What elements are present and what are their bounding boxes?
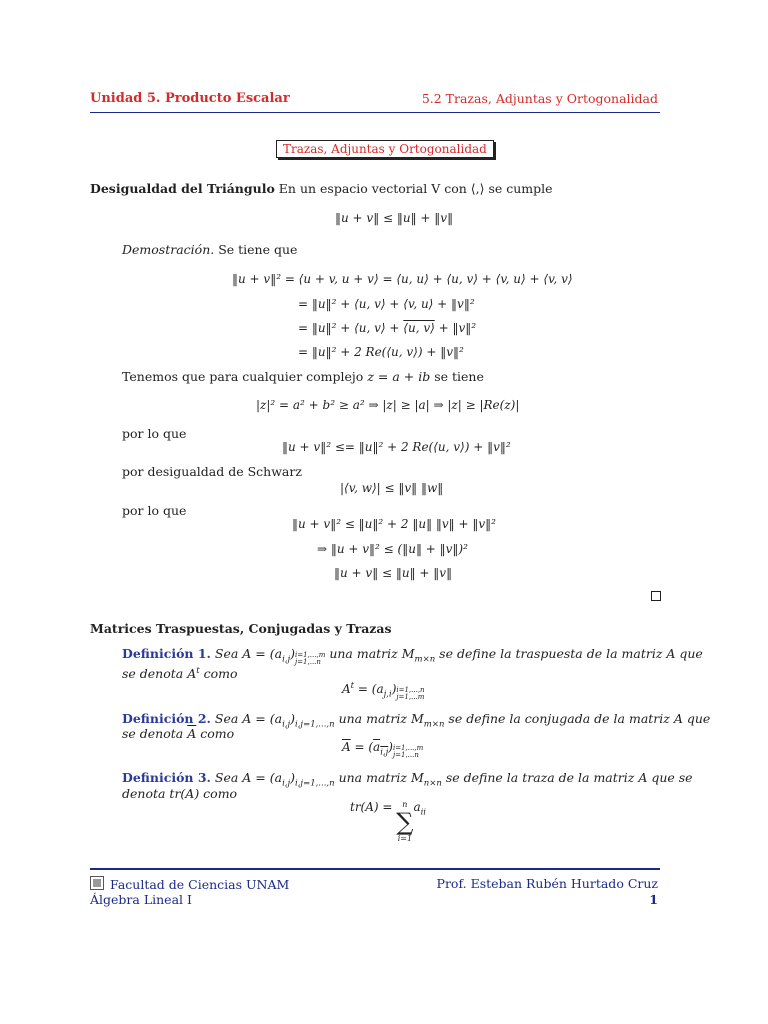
complex-text-2: se tiene <box>434 369 484 384</box>
def-2-line2: se denota <box>122 726 184 741</box>
triangle-main-eq: ‖u + v‖ ≤ ‖u‖ + ‖v‖ <box>335 211 454 225</box>
triangle-intro-line <box>90 181 553 196</box>
def-1-line2: se denota A <box>122 666 197 682</box>
def-2-formula-idx2: j=1,...n <box>392 751 419 759</box>
def-2-line-2 <box>122 726 234 741</box>
por-lo-que-2: por lo que <box>122 503 187 518</box>
complex-eq: |z|² = a² + b² ≥ a² ⇒ |z| ≥ |a| ⇒ |z| ≥ |Re(z)| <box>256 398 520 412</box>
proof-chain-line-4: = ‖u‖² + 2 Re(⟨u, v⟩) + ‖v‖² <box>298 345 464 359</box>
def-1-formula-sub: j,i <box>383 689 392 700</box>
complex-z: z = a + ib <box>367 369 431 384</box>
def-3-sea: Sea A = (a <box>214 770 283 785</box>
def-2-line2A: $\overline{A}$ <box>187 726 197 741</box>
header-unit-title: Unidad 5. Producto Escalar <box>90 91 290 106</box>
proof-intro-line <box>122 242 297 257</box>
footer-rule <box>90 868 660 870</box>
def-1-formula: $A^t = (a_{j,i})_{i=1,...,n j=1,...m}$ <box>342 681 425 701</box>
def-2-formula: $\overline{A} = (a_{i,j})_{i=1,...,m j=1,...n}$ <box>342 740 424 759</box>
triangle-heading: Desigualdad del Triángulo <box>90 181 275 196</box>
def-3-formula <box>350 800 426 844</box>
proof-intro: Se tiene que <box>218 242 298 257</box>
def-1-label: Definición 1. <box>122 646 211 661</box>
chain-3-end: + ‖v‖² <box>434 321 477 335</box>
def-2-text3: se define la conjugada de la matriz A que <box>448 711 711 726</box>
por-lo-que-1: por lo que <box>122 426 187 441</box>
def-2-formula-mid: = ( <box>350 740 374 754</box>
def-2-msub: m×n <box>423 719 445 730</box>
def-3-msub: n×n <box>423 778 442 789</box>
def-1-sub: i,j <box>282 654 291 665</box>
def-3-line-1: Definición 3. Sea $A = (a_{i,j})_{i,j=1,...,n}$ una matriz $M_{n\times n}$ se define la traza de la matriz A que se <box>122 770 693 789</box>
def-2-sub-close: ) <box>290 711 296 726</box>
header-section-title: 5.2 Trazas, Adjuntas y Ortogonalidad <box>421 91 658 106</box>
def-3-term-sub: ii <box>420 807 427 818</box>
def-3-sum-top: n <box>402 800 408 809</box>
def-2-formula-a: a <box>373 740 381 754</box>
footer-page-number: 1 <box>649 892 658 907</box>
def-1-formula-sup: t <box>350 681 355 691</box>
def-1-idx2: j=1,...n <box>295 658 321 666</box>
def-1-formula-mid: = (a <box>354 682 384 696</box>
def-1-formula-idx1: i=1,...,n <box>396 686 425 694</box>
def-2-label: Definición 2. <box>122 711 211 726</box>
schwarz-text: por desigualdad de Schwarz <box>122 464 302 479</box>
eq-after-por-lo-que: ‖u + v‖² ≤= ‖u‖² + 2 Re(⟨u, v⟩) + ‖v‖² <box>282 440 511 454</box>
sigma-icon: ∑ <box>396 808 414 836</box>
footer-professor: Prof. Esteban Rubén Hurtado Cruz <box>436 876 658 891</box>
final-line-2: ⇒ ‖u + v‖² ≤ (‖u‖ + ‖v‖)² <box>317 542 468 556</box>
def-3-formula-lhs: tr(A) = <box>350 800 393 814</box>
def-3-term: a <box>413 800 421 814</box>
def-1-formula-lhs: A <box>342 682 351 696</box>
complex-text: Tenemos que para cualquier complejo <box>122 369 364 384</box>
proof-chain-line-2: = ‖u‖² + ⟨u, v⟩ + ⟨v, u⟩ + ‖v‖² <box>298 297 475 311</box>
def-2-idx: i,j=1,...,n <box>295 719 335 730</box>
footer-course: Álgebra Lineal I <box>90 892 192 907</box>
schwarz-eq: |⟨v, w⟩| ≤ ‖v‖ ‖w‖ <box>340 481 444 495</box>
def-1-text2: una matriz M <box>329 646 415 661</box>
def-1-msub: m×n <box>414 654 436 665</box>
proof-chain-line-3 <box>298 321 476 335</box>
matrices-heading: Matrices Traspuestas, Conjugadas y Trazas <box>90 621 392 636</box>
def-1-line2sup: t <box>196 666 200 676</box>
header-rule <box>90 112 660 113</box>
def-1-line-2 <box>122 666 238 681</box>
footer-faculty: Facultad de Ciencias UNAM <box>110 877 290 892</box>
complex-line <box>122 369 484 384</box>
def-3-sub: i,j <box>282 778 291 789</box>
def-2-formula-lhs: $\overline{A}$ <box>342 740 351 754</box>
triangle-intro: En un espacio vectorial V con ⟨,⟩ se cumple <box>278 181 553 196</box>
chain-3-start: = ‖u‖² + ⟨u, v⟩ + <box>298 321 404 335</box>
def-3-text3: se define la traza de la matriz A que se <box>445 770 693 785</box>
def-1-idx1: i=1,...,m <box>295 651 326 659</box>
def-3-sum-bottom: i=1 <box>397 834 413 843</box>
def-1-line2end: como <box>203 666 238 682</box>
def-3-line-2: denota tr(A) como <box>122 786 238 801</box>
def-1-sea: Sea A = (a <box>214 646 283 661</box>
def-1-formula-idx2: j=1,...m <box>396 693 425 701</box>
footer-left-1 <box>90 876 289 892</box>
proof-chain-line-1: ‖u + v‖² = ⟨u + v, u + v⟩ = ⟨u, u⟩ + ⟨u, v⟩ + ⟨v, u⟩ + ⟨v, v⟩ <box>232 272 573 286</box>
def-1-line-1: Definición 1. Sea $A = (a_{i,j})_{i=1,...,m j=1,...n}$ una matriz $M_{m\times n}$ se define la traspuesta de la matriz A que <box>122 646 703 666</box>
def-2-formula-sub: i,j <box>380 747 389 758</box>
def-1-text3: se define la traspuesta de la matriz A que <box>439 646 703 661</box>
def-2-formula-idx1: i=1,...,m <box>392 744 424 752</box>
final-line-3: ‖u + v‖ ≤ ‖u‖ + ‖v‖ <box>334 566 453 580</box>
final-line-1: ‖u + v‖² ≤ ‖u‖² + 2 ‖u‖ ‖v‖ + ‖v‖² <box>292 517 496 531</box>
def-2-text2: una matriz M <box>338 711 424 726</box>
section-title-box: Trazas, Adjuntas y Ortogonalidad <box>276 140 494 158</box>
qed-square-icon <box>651 591 661 601</box>
def-2-line2end: como <box>200 726 235 741</box>
chain-3-conj: ⟨u, v⟩ <box>403 321 435 335</box>
unam-logo-icon <box>90 876 104 890</box>
def-3-text2: una matriz M <box>338 770 424 785</box>
proof-label: Demostración. <box>122 242 215 257</box>
def-3-idx: i,j=1,...,n <box>295 778 335 789</box>
def-2-sub: i,j <box>282 719 291 730</box>
def-2-sea: Sea A = (a <box>214 711 283 726</box>
def-3-label: Definición 3. <box>122 770 211 785</box>
